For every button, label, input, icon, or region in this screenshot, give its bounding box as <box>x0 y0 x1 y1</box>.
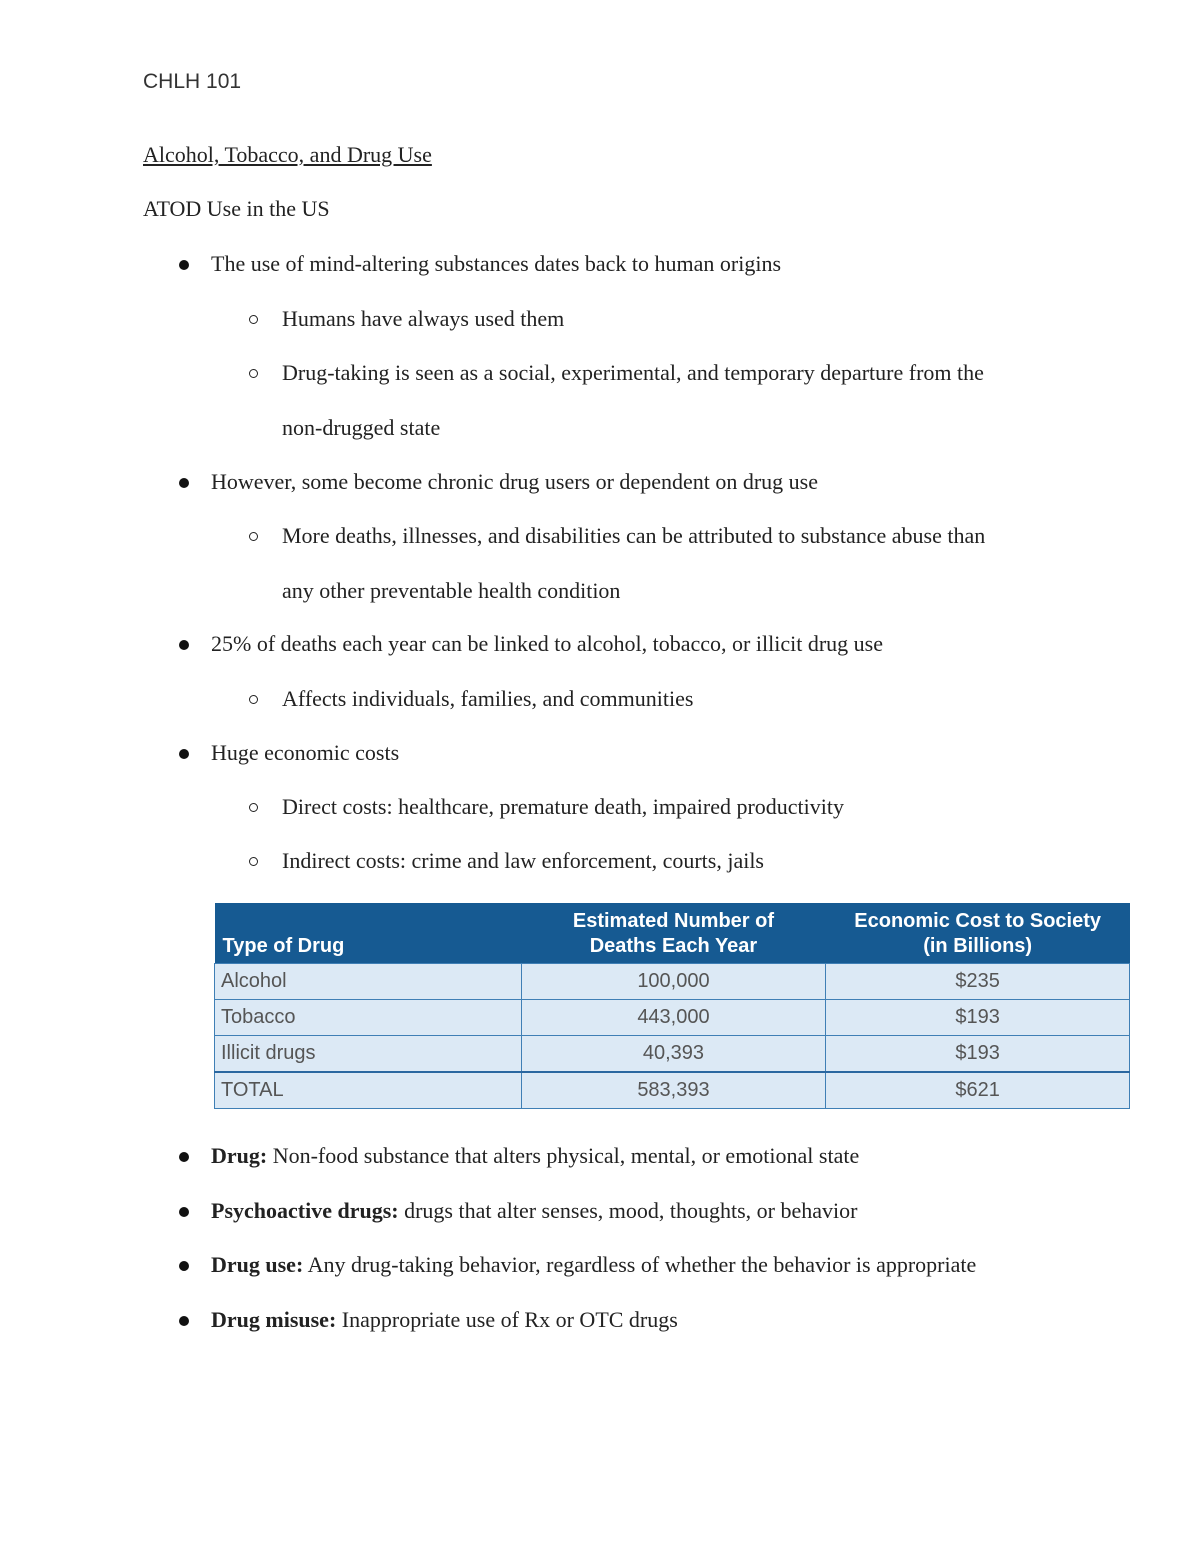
cell-cost: $621 <box>826 1072 1130 1109</box>
sub-bullet-icon <box>249 803 258 812</box>
definition-psychoactive-drugs <box>211 1197 857 1225</box>
drug-cost-table <box>214 903 1130 1109</box>
table-header-row <box>215 903 1130 964</box>
definition-drug-misuse <box>211 1306 678 1334</box>
sub-bullet-icon <box>249 532 258 541</box>
course-header: CHLH 101 <box>143 70 242 93</box>
bullet-icon <box>179 1207 189 1217</box>
bullet-icon <box>179 1316 189 1326</box>
sub-bullet-item-continued: any other preventable health condition <box>282 578 621 603</box>
bullet-icon <box>179 260 189 270</box>
header-label: (in Billions) <box>923 935 1033 957</box>
definition-term: Drug: <box>211 1143 268 1168</box>
cell-drug: TOTAL <box>215 1072 522 1109</box>
cell-drug: Tobacco <box>215 1000 522 1036</box>
definition-drug-use <box>211 1251 976 1279</box>
header-label: Estimated Number of <box>572 910 775 932</box>
bullet-item: However, some become chronic drug users or dependent on drug use <box>211 469 818 494</box>
bullet-icon <box>179 640 189 650</box>
cell-deaths: 40,393 <box>521 1036 826 1073</box>
definition-text: Inappropriate use of Rx or OTC drugs <box>336 1307 678 1332</box>
cell-cost: $235 <box>826 964 1130 1000</box>
header-label: Type of Drug <box>222 935 345 957</box>
header-type-of-drug <box>215 903 522 964</box>
bullet-item: The use of mind-altering substances dates back to human origins <box>211 251 782 276</box>
cell-drug: Illicit drugs <box>215 1036 522 1073</box>
definition-term: Drug use: <box>211 1252 304 1277</box>
cell-cost: $193 <box>826 1036 1130 1073</box>
bullet-item: Huge economic costs <box>211 740 400 765</box>
sub-bullet-item: Humans have always used them <box>282 306 565 331</box>
sub-bullet-item: Drug-taking is seen as a social, experimental, and temporary departure from the <box>282 360 984 385</box>
section-heading: ATOD Use in the US <box>143 196 330 221</box>
sub-bullet-item: More deaths, illnesses, and disabilities can be attributed to substance abuse than <box>282 523 986 548</box>
sub-bullet-item: Indirect costs: crime and law enforcement, courts, jails <box>282 848 764 873</box>
header-label: Deaths Each Year <box>589 935 758 957</box>
bullet-item: 25% of deaths each year can be linked to alcohol, tobacco, or illicit drug use <box>211 631 883 656</box>
sub-bullet-icon <box>249 695 258 704</box>
header-economic-cost <box>826 903 1130 964</box>
definition-term: Drug misuse: <box>211 1307 337 1332</box>
sub-bullet-icon <box>249 369 258 378</box>
definition-text: drugs that alter senses, mood, thoughts, or behavior <box>398 1198 858 1223</box>
bullet-icon <box>179 478 189 488</box>
sub-bullet-item: Affects individuals, families, and communities <box>282 686 694 711</box>
bullet-icon <box>179 1152 189 1162</box>
cell-deaths: 100,000 <box>521 964 826 1000</box>
header-deaths <box>521 903 826 964</box>
cell-drug: Alcohol <box>215 964 522 1000</box>
definition-text: Any drug-taking behavior, regardless of whether the behavior is appropriate <box>303 1252 977 1277</box>
bullet-icon <box>179 749 189 759</box>
definition-term: Psychoactive drugs: <box>211 1198 399 1223</box>
sub-bullet-item: Direct costs: healthcare, premature death, impaired productivity <box>282 794 844 819</box>
table-total-row <box>215 1072 1130 1109</box>
bullet-icon <box>179 1261 189 1271</box>
table-row <box>215 964 1130 1000</box>
sub-bullet-icon <box>249 315 258 324</box>
cell-deaths: 443,000 <box>521 1000 826 1036</box>
sub-bullet-icon <box>249 857 258 866</box>
definition-text: Non-food substance that alters physical, mental, or emotional state <box>267 1143 860 1168</box>
header-label: Economic Cost to Society <box>854 910 1101 932</box>
table-row <box>215 1000 1130 1036</box>
cell-deaths: 583,393 <box>521 1072 826 1109</box>
table-row <box>215 1036 1130 1073</box>
document-title: Alcohol, Tobacco, and Drug Use <box>143 142 432 167</box>
cell-cost: $193 <box>826 1000 1130 1036</box>
sub-bullet-item-continued: non-drugged state <box>282 415 441 440</box>
definition-drug <box>211 1142 859 1170</box>
